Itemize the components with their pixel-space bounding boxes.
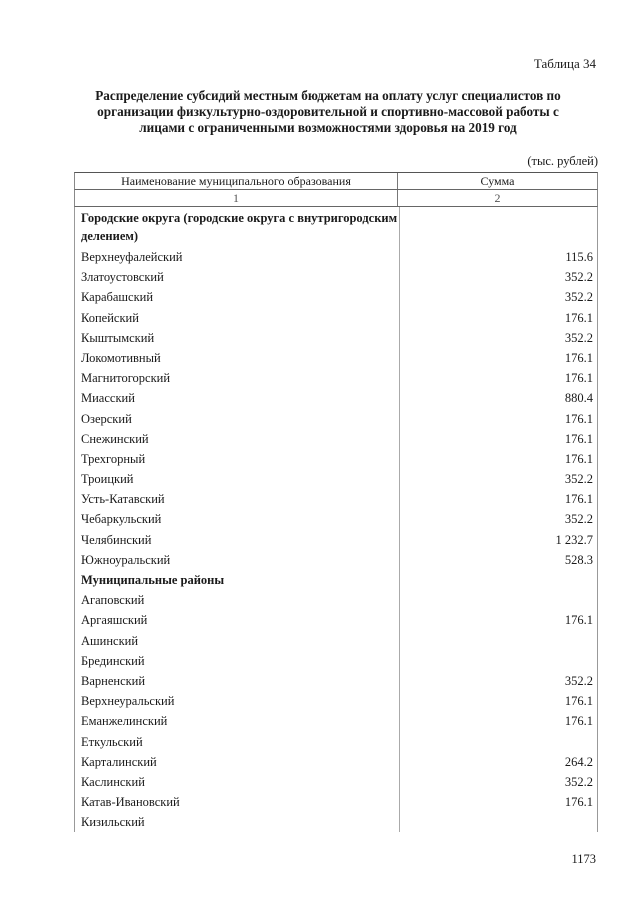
table-row [75, 631, 597, 651]
municipality-name: Усть-Катавский [75, 489, 400, 509]
table-row [75, 368, 597, 388]
table-row [75, 691, 597, 711]
municipality-name: Снежинский [75, 429, 400, 449]
subsidy-amount: 176.1 [564, 714, 593, 729]
subsidy-amount: 1 232.7 [555, 532, 593, 547]
column-number-2: 2 [494, 191, 501, 205]
municipality-name: Аргаяшский [75, 610, 400, 630]
subsidy-amount: 352.2 [564, 774, 593, 789]
table-row [75, 812, 597, 832]
column-number-row [74, 190, 598, 207]
subsidy-amount: 352.2 [564, 270, 593, 285]
subsidy-amount [400, 590, 597, 610]
subsidy-amount [400, 631, 597, 651]
municipality-name: Чебаркульский [75, 509, 400, 529]
section-label: Городские округа (городские округа с внутригородским делением) [75, 207, 400, 247]
municipality-name: Карталинский [75, 752, 400, 772]
table-row [75, 772, 597, 792]
municipality-name: Кыштымский [75, 328, 400, 348]
subsidy-amount: 176.1 [564, 310, 593, 325]
municipality-name: Троицкий [75, 469, 400, 489]
table-row [75, 732, 597, 752]
municipality-name: Ашинский [75, 631, 400, 651]
subsidy-amount: 176.1 [564, 795, 593, 810]
table-row [75, 388, 597, 408]
table-row [75, 267, 597, 287]
municipality-name: Еманжелинский [75, 711, 400, 731]
table-title: Распределение субсидий местным бюджетам на оплату услуг специалистов по организации физкультурно-оздоровительной и спортивно-массовой работы с лицами с ограниченными возможностями здоровья на 2019 год [95, 88, 561, 135]
subsidy-amount: 176.1 [564, 613, 593, 628]
municipality-name: Магнитогорский [75, 368, 400, 388]
subsidy-amount: 352.2 [564, 330, 593, 345]
subsidy-amount: 528.3 [564, 552, 593, 567]
subsidy-amount: 176.1 [564, 371, 593, 386]
table-row [75, 348, 597, 368]
table-header-row [74, 172, 598, 190]
table-row [75, 429, 597, 449]
municipality-name: Златоустовский [75, 267, 400, 287]
subsidy-amount: 176.1 [564, 350, 593, 365]
table-row [75, 651, 597, 671]
subsidy-amount: 352.2 [564, 472, 593, 487]
table-number: Таблица 34 [533, 56, 596, 71]
table-row [75, 308, 597, 328]
section-row-urban [75, 207, 597, 247]
subsidy-amount: 880.4 [564, 391, 593, 406]
subsidy-amount: 264.2 [564, 754, 593, 769]
subsidy-amount: 352.2 [564, 673, 593, 688]
subsidy-amount: 176.1 [564, 694, 593, 709]
subsidy-amount [400, 732, 597, 752]
subsidy-amount: 176.1 [564, 431, 593, 446]
municipality-name: Копейский [75, 308, 400, 328]
table-row [75, 752, 597, 772]
urban-rows [75, 247, 597, 570]
municipality-name: Локомотивный [75, 348, 400, 368]
table-row [75, 671, 597, 691]
municipality-name: Катав-Ивановский [75, 792, 400, 812]
table-row [75, 792, 597, 812]
table-row [75, 449, 597, 469]
municipality-name: Агаповский [75, 590, 400, 610]
column-number-1: 1 [75, 190, 398, 206]
district-rows [75, 590, 597, 832]
municipality-name: Варненский [75, 671, 400, 691]
section-value [400, 570, 597, 590]
table-row [75, 287, 597, 307]
table-row [75, 489, 597, 509]
municipality-name: Каслинский [75, 772, 400, 792]
column-header-sum: Сумма [480, 174, 515, 188]
municipality-name: Миасский [75, 388, 400, 408]
table-body [74, 207, 598, 832]
subsidy-table [74, 172, 598, 832]
subsidy-amount: 176.1 [564, 411, 593, 426]
table-row [75, 550, 597, 570]
table-row [75, 328, 597, 348]
municipality-name: Южноуральский [75, 550, 400, 570]
subsidy-amount: 115.6 [565, 250, 593, 264]
page-number: 1173 [571, 852, 596, 866]
table-row [75, 530, 597, 550]
subsidy-amount: 352.2 [564, 290, 593, 305]
subsidy-amount [400, 812, 597, 832]
section-value [400, 207, 597, 247]
municipality-name: Кизильский [75, 812, 400, 832]
municipality-name: Челябинский [75, 530, 400, 550]
table-row [75, 590, 597, 610]
table-row [75, 247, 597, 267]
municipality-name: Верхнеуральский [75, 691, 400, 711]
subsidy-amount [400, 651, 597, 671]
units-note: (тыс. рублей) [527, 154, 598, 168]
table-row [75, 509, 597, 529]
municipality-name: Озерский [75, 409, 400, 429]
municipality-name: Брединский [75, 651, 400, 671]
table-row [75, 610, 597, 630]
subsidy-amount: 176.1 [564, 492, 593, 507]
table-row [75, 409, 597, 429]
municipality-name: Верхнеуфалейский [75, 247, 400, 267]
subsidy-amount: 352.2 [564, 512, 593, 527]
municipality-name: Трехгорный [75, 449, 400, 469]
subsidy-amount: 176.1 [564, 451, 593, 466]
section-row-districts [75, 570, 597, 590]
section-label: Муниципальные районы [75, 570, 400, 590]
municipality-name: Еткульский [75, 732, 400, 752]
municipality-name: Карабашский [75, 287, 400, 307]
column-header-name: Наименование муниципального образования [75, 173, 398, 189]
table-row [75, 469, 597, 489]
table-row [75, 711, 597, 731]
